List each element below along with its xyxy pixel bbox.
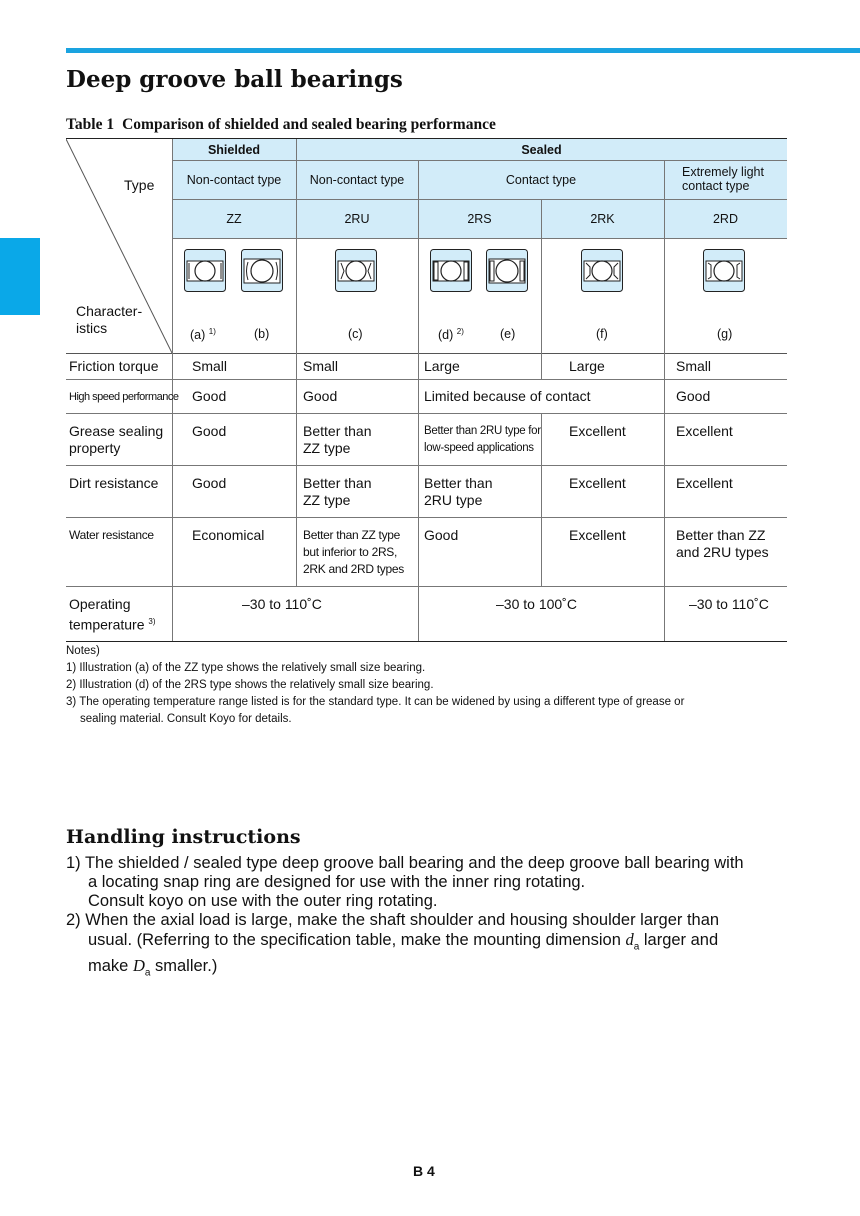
grease-2rs-line1: Better than 2RU type for (424, 425, 541, 437)
bearing-2ru-drawing (335, 249, 379, 293)
type-zz: ZZ (172, 199, 296, 238)
row-label-water: Water resistance (69, 528, 154, 542)
note-2: 2) Illustration (d) of the 2RS type shows the relatively small size bearing. (66, 679, 434, 691)
temp-label-line2: temperature (69, 616, 145, 633)
row-label-friction: Friction torque (69, 358, 159, 374)
fig-label-c: (c) (348, 327, 363, 341)
note-3: 3) The operating temperature range listed is for the standard type. It can be widened by using a different type of grease or (66, 696, 685, 708)
grid-line (664, 160, 665, 641)
grid-line (541, 199, 542, 379)
fig-label-a-note: 1) (208, 327, 216, 336)
header-sealed: Sealed (296, 139, 787, 160)
highspeed-zz: Good (192, 388, 227, 404)
comparison-table (66, 138, 787, 642)
row-label-temperature (69, 596, 156, 634)
grid-line (66, 413, 787, 414)
type-2rd: 2RD (664, 199, 787, 238)
bearing-2rs-small-drawing (430, 249, 474, 293)
fig-label-d-text: (d) (438, 328, 454, 343)
fig-label-b: (b) (254, 327, 270, 341)
water-2rs: Good (424, 527, 459, 543)
dirt-2rd: Excellent (676, 475, 733, 491)
bearing-zz-small-drawing (184, 249, 228, 293)
dirt-2ru (303, 475, 372, 509)
note-1: 1) Illustration (a) of the ZZ type shows the relatively small size bearing. (66, 662, 426, 674)
friction-2rs: Large (424, 358, 460, 374)
dirt-2rk: Excellent (569, 475, 626, 491)
grease-label-line1: Grease sealing (69, 423, 164, 439)
highspeed-2rd: Good (676, 388, 711, 404)
grid-line (66, 379, 787, 380)
grid-line (418, 160, 419, 641)
fig-label-g: (g) (717, 327, 733, 341)
fig-label-a-text: (a) (190, 328, 206, 343)
symbol-d-subscript: a (633, 941, 640, 953)
instruction-2-line2-end: larger and (639, 931, 719, 949)
fig-label-e: (e) (500, 327, 516, 341)
bearing-2rk-drawing (581, 249, 625, 293)
grid-line (172, 238, 787, 239)
grid-line (66, 465, 787, 466)
header-shielded: Shielded (172, 139, 296, 160)
dirt-2ru-line1: Better than (303, 475, 372, 491)
grid-line (541, 413, 542, 586)
water-2rd-line2: and 2RU types (676, 544, 769, 560)
instruction-2-line3 (66, 956, 806, 982)
dirt-2ru-line2: ZZ type (303, 492, 351, 508)
table-title: Comparison of shielded and sealed bearing performance (122, 116, 496, 133)
highspeed-2ru: Good (303, 388, 338, 404)
highspeed-2rs-2rk: Limited because of contact (424, 388, 591, 404)
grid-line (66, 353, 787, 354)
page-number: B 4 (413, 1163, 435, 1179)
grease-label-line2: property (69, 440, 121, 456)
instruction-2-line2-text: usual. (Referring to the specification table, make the mounting dimension (88, 931, 626, 949)
temp-label-line1: Operating (69, 596, 131, 612)
page-title: Deep groove ball bearings (66, 66, 403, 93)
friction-2rk: Large (569, 358, 605, 374)
row-label-highspeed: High speed performance (69, 391, 179, 403)
type-2rk: 2RK (541, 199, 664, 238)
grease-2ru-line2: ZZ type (303, 440, 351, 456)
corner-char-line1: Character- (76, 303, 143, 319)
temp-label-note: 3) (148, 617, 156, 626)
water-2rd-line1: Better than ZZ (676, 527, 766, 543)
grid-line (66, 517, 787, 518)
temp-2rs-2rk: –30 to 100˚C (496, 596, 577, 612)
table-label: Table 1 (66, 116, 115, 133)
grid-line (172, 199, 787, 200)
type-2rs: 2RS (418, 199, 541, 238)
fig-label-d (438, 327, 464, 342)
subheader-extremely-line2: contact type (682, 179, 750, 193)
instruction-1-line2: a locating snap ring are designed for use with the inner ring rotating. (88, 873, 586, 891)
note-3-continued: sealing material. Consult Koyo for details. (80, 713, 292, 725)
symbol-D: D (132, 956, 145, 976)
corner-char-line2: istics (76, 320, 108, 336)
water-2ru-line2: but inferior to 2RS, (303, 545, 398, 559)
corner-characteristics-label (76, 303, 142, 337)
symbol-d: d (625, 930, 634, 949)
grease-zz: Good (192, 423, 227, 439)
subheader-noncontact-2ru: Non-contact type (296, 160, 418, 199)
friction-zz: Small (192, 358, 228, 374)
handling-title: Handling instructions (66, 826, 301, 848)
instruction-1-line1: 1) The shielded / sealed type deep groove ball bearing and the deep groove ball bearing with (66, 854, 744, 872)
grease-2ru (303, 423, 372, 457)
bearing-2rd-drawing (703, 249, 747, 293)
section-side-tab (0, 238, 40, 315)
row-label-dirt: Dirt resistance (69, 475, 159, 491)
instruction-1-line3: Consult koyo on use with the outer ring rotating. (88, 892, 438, 910)
subheader-extremely-line1: Extremely light (682, 165, 764, 179)
grease-2rd: Excellent (676, 423, 733, 439)
handling-instructions (66, 854, 806, 983)
grid-line (296, 139, 297, 586)
dirt-zz: Good (192, 475, 227, 491)
instruction-2-line1: 2) When the axial load is large, make the shaft shoulder and housing shoulder larger than (66, 911, 720, 929)
water-2rd (676, 527, 769, 561)
fig-label-d-note: 2) (456, 327, 464, 336)
dirt-2rs-line1: Better than (424, 475, 493, 491)
dirt-2rs (424, 475, 493, 509)
grease-2ru-line1: Better than (303, 423, 372, 439)
fig-label-a (190, 327, 216, 342)
row-label-grease (69, 423, 163, 457)
instruction-2-line3-text: make (88, 957, 133, 976)
type-2ru: 2RU (296, 199, 418, 238)
grease-2rk: Excellent (569, 423, 626, 439)
grid-line (66, 586, 787, 587)
instruction-2-line3-end: smaller.) (150, 957, 218, 976)
bearing-2rs-drawing (486, 249, 530, 293)
table-caption (66, 116, 496, 134)
corner-type-label: Type (124, 177, 155, 193)
friction-2rd: Small (676, 358, 712, 374)
water-2ru-line3: 2RK and 2RD types (303, 562, 404, 576)
temp-zz-2ru: –30 to 110˚C (242, 596, 322, 612)
grid-line (172, 160, 787, 161)
grease-2rs-line2: low-speed applications (424, 442, 534, 454)
temp-2rd: –30 to 110˚C (689, 596, 769, 612)
grease-2rs (424, 423, 541, 457)
subheader-noncontact-zz: Non-contact type (172, 160, 296, 199)
subheader-contact: Contact type (418, 160, 664, 199)
friction-2ru: Small (303, 358, 339, 374)
water-2ru (303, 527, 404, 578)
instruction-2-line2 (66, 930, 806, 956)
fig-label-f: (f) (596, 327, 608, 341)
water-2ru-line1: Better than ZZ type (303, 528, 401, 542)
notes-heading: Notes) (66, 645, 100, 657)
water-2rk: Excellent (569, 527, 626, 543)
symbol-D-subscript: a (144, 967, 151, 979)
water-zz: Economical (192, 527, 265, 543)
top-accent-rule (66, 48, 860, 53)
table-notes (66, 643, 786, 728)
subheader-extremely-light (664, 160, 787, 199)
bearing-zz-drawing (241, 249, 285, 293)
dirt-2rs-line2: 2RU type (424, 492, 483, 508)
